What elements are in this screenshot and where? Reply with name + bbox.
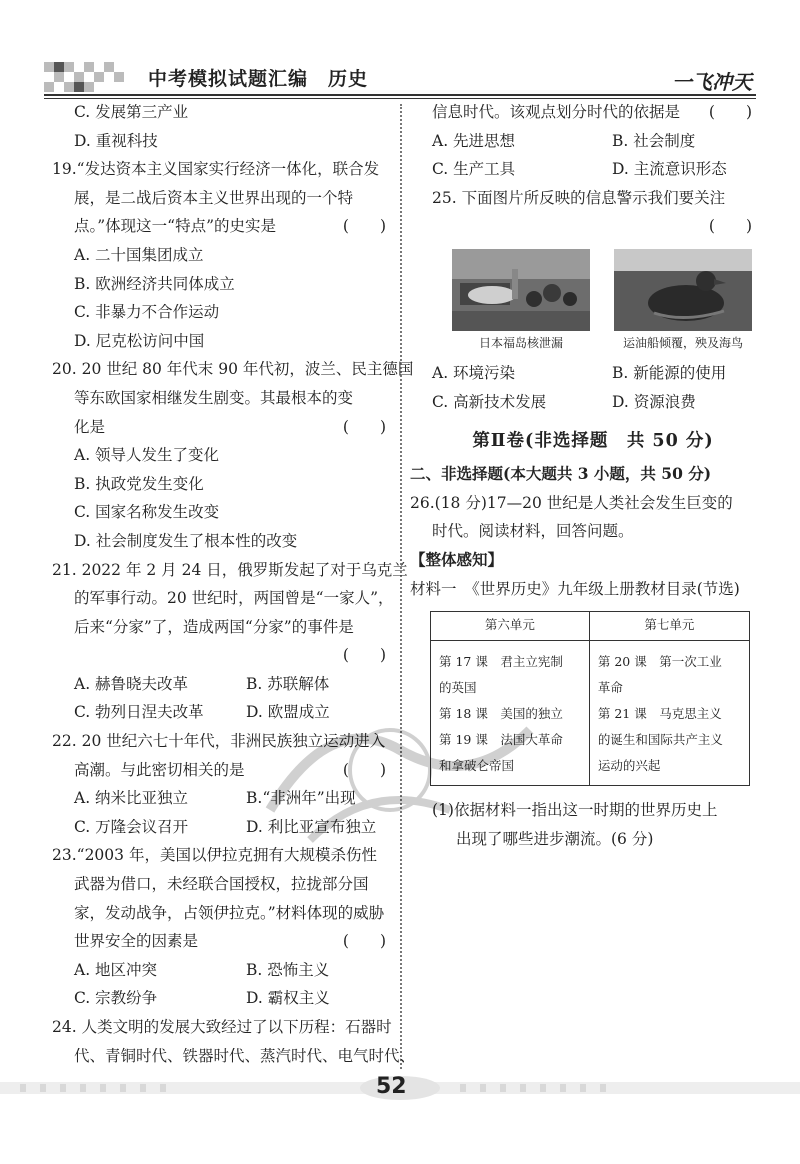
oiled-seabird-photo-icon	[614, 249, 752, 331]
table-header-unit7: 第七单元	[589, 612, 749, 641]
lesson-line: 革命	[597, 680, 623, 696]
question-text-line	[74, 1042, 416, 1071]
options-row	[74, 984, 392, 1013]
question-stem	[52, 727, 392, 756]
question-stem	[52, 1013, 392, 1042]
line-text: 24. 人类文明的发展大致经过了以下历程：石器时	[52, 1018, 392, 1036]
line-text: C. 发展第三产业	[74, 103, 189, 121]
question-text-line	[74, 184, 392, 213]
option-line	[74, 498, 392, 527]
q24-continuation	[432, 98, 754, 127]
line-text: B. 执政党发生变化	[74, 474, 204, 493]
line-text: 后来“分家”了，造成两国“分家”的事件是	[74, 617, 354, 636]
line-text: C. 国家名称发生改变	[74, 503, 220, 522]
photo-oil-bird	[614, 249, 752, 353]
question-text-line	[74, 584, 392, 613]
question-stem	[52, 355, 414, 384]
line-text: 化是	[74, 417, 106, 436]
checker-pattern-icon	[44, 62, 134, 92]
line-text: 武器为借口，未经联合国授权，拉拢部分国	[74, 875, 369, 894]
q25-text: 25. 下面图片所反映的信息警示我们要关注	[432, 188, 726, 207]
option-line	[74, 527, 392, 556]
option-line	[74, 298, 392, 327]
answer-paren: ( )	[342, 217, 386, 236]
lesson-line: 和拿破仑帝国	[439, 758, 515, 774]
option-text: D. 利比亚宣布独立	[246, 817, 377, 836]
option-text: C. 万隆会议召开	[74, 817, 189, 836]
q25-stem	[432, 184, 754, 213]
q25-options-row-1	[432, 359, 754, 388]
table-cell-unit6	[431, 641, 590, 786]
page-header	[44, 56, 756, 98]
answer-paren: ( )	[342, 760, 386, 779]
photo-caption-left: 日本福岛核泄漏	[478, 335, 563, 350]
option-a: A. 环境污染	[432, 363, 516, 382]
option-text: B.“非洲年”出现	[246, 789, 356, 808]
line-text: B. 欧洲经济共同体成立	[74, 274, 235, 293]
material-table	[430, 611, 750, 786]
lesson-line: 第 18 课 美国的独立	[439, 706, 563, 722]
options-row	[74, 813, 392, 842]
option-text: C. 宗教纷争	[74, 989, 158, 1008]
q25-paren-line	[432, 212, 754, 241]
option-b: B. 新能源的使用	[612, 363, 727, 382]
section-heading: 二、非选择题(本大题共 3 小题，共 50 分)	[410, 464, 712, 484]
answer-paren: ( )	[708, 103, 752, 121]
option-text: A. 赫鲁晓夫改革	[74, 674, 189, 693]
option-a: A. 先进思想	[432, 131, 516, 150]
option-line	[74, 270, 392, 299]
line-text: C. 非暴力不合作运动	[74, 303, 220, 322]
option-c: C. 生产工具	[432, 160, 516, 179]
brand-logo: 一飞冲天	[672, 70, 752, 94]
line-text: 22. 20 世纪六七十年代，非洲民族独立运动进入	[52, 732, 386, 751]
line-text: 的军事行动。20 世纪时，两国曾是“一家人”，	[74, 589, 394, 608]
line-text: D. 重视科技	[74, 131, 158, 150]
photo-fukushima	[452, 249, 590, 353]
q24-options-row-2	[432, 155, 754, 184]
nuclear-plant-photo-icon	[452, 249, 590, 331]
photo-caption-right: 运油船倾覆，殃及海鸟	[622, 335, 743, 350]
line-text: 20. 20 世纪 80 年代末 90 年代初，波兰、民主德国	[52, 360, 414, 379]
option-text: A. 纳米比亚独立	[74, 789, 189, 808]
question-text-line	[74, 212, 392, 241]
options-row	[74, 784, 392, 813]
option-line	[74, 127, 392, 156]
options-row	[74, 670, 392, 699]
option-line	[74, 241, 392, 270]
q26-sub1-cont: 出现了哪些进步潮流。(6 分)	[456, 829, 654, 848]
line-text: 展，是二战后资本主义世界出现的一个特	[74, 188, 354, 207]
answer-paren: ( )	[342, 646, 386, 665]
material-one-label: 材料一 《世界历史》九年级上册教材目录(节选)	[410, 579, 740, 598]
option-text: D. 欧盟成立	[246, 703, 330, 722]
q24-options-row-1	[432, 127, 754, 156]
question-text-line	[74, 927, 392, 956]
right-column	[410, 98, 754, 853]
line-text: 19.“发达资本主义国家实行经济一体化，联合发	[52, 160, 380, 179]
question-stem	[52, 155, 392, 184]
line-text: 世界安全的因素是	[74, 932, 199, 951]
lesson-line: 第 17 课 君主立宪制	[439, 654, 563, 670]
options-row	[74, 698, 392, 727]
question-text-line	[74, 756, 392, 785]
option-line	[74, 98, 392, 127]
lesson-line: 的诞生和国际共产主义	[597, 732, 723, 748]
q26-sub1: (1)依据材料一指出这一时期的世界历史上	[432, 801, 718, 820]
option-text: D. 霸权主义	[246, 989, 330, 1008]
option-line	[74, 470, 392, 499]
overall-perception-tag: 【整体感知】	[410, 549, 504, 569]
line-text: D. 社会制度发生了根本性的改变	[74, 531, 298, 550]
question-text-line	[74, 384, 392, 413]
answer-paren: ( )	[342, 417, 386, 436]
lesson-line: 运动的兴起	[597, 758, 661, 774]
question-text-line	[74, 899, 392, 928]
q24-text: 信息时代。该观点划分时代的依据是	[432, 103, 681, 121]
table-cell-unit7	[589, 641, 749, 786]
lesson-line: 第 20 课 第一次工业	[597, 654, 722, 670]
lesson-line: 第 19 课 法国大革命	[439, 732, 563, 748]
option-line	[74, 327, 392, 356]
question-text-line	[74, 870, 392, 899]
q26-stem-cont: 时代。阅读材料，回答问题。	[432, 522, 634, 541]
question-text-line	[74, 613, 392, 642]
line-text: 代、青铜时代、铁器时代、蒸汽时代、电气时代、	[74, 1046, 416, 1065]
page-number: 52	[376, 1074, 407, 1099]
lesson-line: 第 21 课 马克思主义	[597, 706, 722, 722]
q26-stem: 26.(18 分)17—20 世纪是人类社会发生巨变的	[410, 493, 733, 512]
line-text: 等东欧国家相继发生剧变。其最根本的变	[74, 388, 354, 407]
question-text-line	[74, 641, 392, 670]
line-text: 23.“2003 年，美国以伊拉克拥有大规模杀伤性	[52, 846, 377, 865]
line-text: D. 尼克松访问中国	[74, 331, 205, 350]
option-d: D. 资源浪费	[612, 392, 696, 411]
line-text: A. 二十国集团成立	[74, 245, 204, 264]
option-text: B. 苏联解体	[246, 674, 330, 693]
option-d: D. 主流意识形态	[612, 160, 727, 179]
q25-photos	[452, 249, 752, 353]
section-title: 第Ⅱ卷(非选择题 共 50 分)	[472, 431, 714, 452]
left-column	[52, 98, 416, 1070]
option-text: C. 勃列日涅夫改革	[74, 703, 204, 722]
answer-paren: ( )	[342, 932, 386, 951]
option-b: B. 社会制度	[612, 131, 696, 150]
line-text: 点。”体现这一“特点”的史实是	[74, 217, 277, 236]
q25-options-row-2	[432, 388, 754, 417]
option-text: A. 地区冲突	[74, 960, 158, 979]
header-title: 中考模拟试题汇编 历史	[148, 68, 369, 90]
line-text: 21. 2022 年 2 月 24 日，俄罗斯发起了对于乌克兰	[52, 560, 408, 579]
answer-paren: ( )	[708, 217, 752, 236]
table-header-unit6: 第六单元	[431, 612, 590, 641]
option-text: B. 恐怖主义	[246, 960, 330, 979]
question-text-line	[74, 413, 392, 442]
header-rule	[44, 94, 756, 96]
line-text: A. 领导人发生了变化	[74, 446, 220, 465]
question-stem	[52, 841, 392, 870]
line-text: 家，发动战争，占领伊拉克。”材料体现的威胁	[74, 903, 385, 922]
option-line	[74, 441, 392, 470]
question-stem	[52, 556, 408, 585]
line-text: 高潮。与此密切相关的是	[74, 760, 245, 779]
options-row	[74, 956, 392, 985]
column-divider	[400, 104, 402, 1069]
lesson-line: 的英国	[439, 680, 477, 696]
option-c: C. 高新技术发展	[432, 392, 547, 411]
